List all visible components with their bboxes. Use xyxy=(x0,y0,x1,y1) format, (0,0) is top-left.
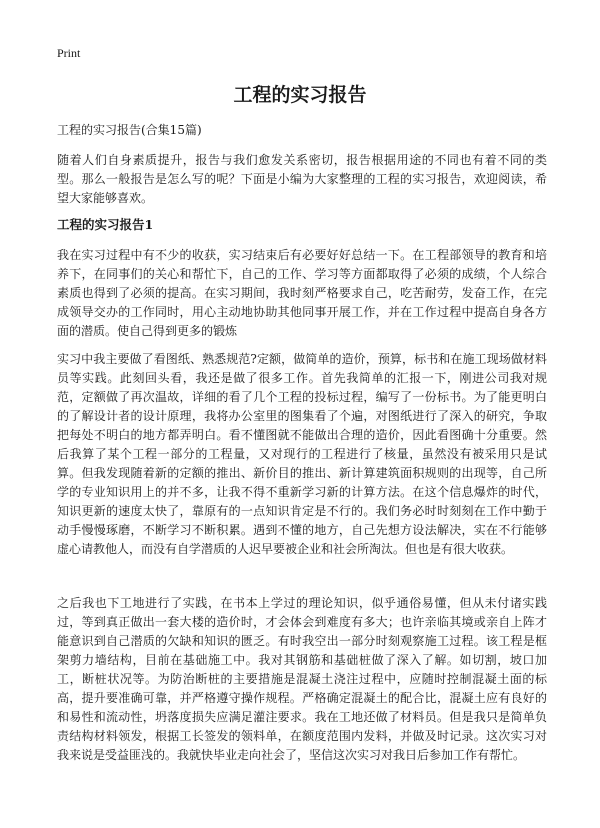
section-heading: 工程的实习报告1 xyxy=(57,217,154,232)
body-paragraph-2: 实习中我主要做了看图纸、熟悉规范?定额，做简单的造价，预算，标书和在施工现场做材料员等实践。此刻回头看，我还是做了很多工作。首先我简单的汇报一下，刚进公司我对规范，定额做了再次温故，详细的看了几个工程的投标过程，编写了一份标书。为了能更明白的了解设计者的设计原理，我将办公室里的图集看了个遍，对图纸进行了深入的研究，争取把每处不明白的地方都弄明白。看不懂图就不能做出合理的造价，因此看图确十分重要。然后我算了某个工程一部分的工程量，又对现行的工程进行了核量，虽然没有被采用只是试算。但我发现随着新的定额的推出、新价目的推出、新计算建筑面积规则的出现等，自己所学的专业知识用上的并不多，让我不得不重新学习新的计算方法。在这个信息爆炸的时代，知识更新的速度太快了，靠原有的一点知识肯定是不行的。我们务必时时刻刻在工作中勤于动手慢慢琢磨，不断学习不断积累。遇到不懂的地方，自己先想方设法解决，实在不行能够虚心请教他人，而没有自学潜质的人迟早要被企业和社会所淘汰。但也是有很大收获。 xyxy=(57,352,547,556)
body-paragraph-3: 之后我也下工地进行了实践，在书本上学过的理论知识，似乎通俗易懂，但从未付诸实践过，等到真正做出一套大楼的造价时，才会体会到难度有多大；也许亲临其境或亲自上阵才能意识到自己潜质的欠缺和知识的匮乏。有时我空出一部分时刻观察施工过程。该工程是框架剪力墙结构，目前在基础施工中。我对其钢筋和基础桩做了深入了解。如切割，坡口加工，断桩状况等。为防治断桩的主要措施是混凝土浇注过程中，应随时控制混凝土面的标高，提升要准确可靠，并严格遵守操作规程。严格确定混凝土的配合比，混凝土应有良好的和易性和流动性，坍落度损失应满足灌注要求。我在工地还做了材料员。但是我只是简单负责结构材料领发，根据工长签发的领料单，在额度范围内发料，并做及时记录。这次实习对我来说是受益匪浅的。我就快毕业走向社会了，坚信这次实习对我日后参加工作有帮忙。 xyxy=(57,596,547,762)
body-paragraph-1: 我在实习过程中有不少的收获，实习结束后有必要好好总结一下。在工程部领导的教育和培养下，在同事们的关心和帮忙下，自己的工作、学习等方面都取得了必须的成绩，个人综合素质也得到了必须的提高。在实习期间，我时刻严格要求自己，吃苦耐劳，发奋工作，在完成领导交办的工作同时，用心主动地协助其他同事开展工作，并在工作过程中提高自身各方面的潜质。使自己得到更多的锻炼 xyxy=(57,248,547,338)
print-link[interactable]: Print xyxy=(57,46,81,60)
intro-paragraph: 随着人们自身素质提升，报告与我们愈发关系密切，报告根据用途的不同也有着不同的类型。那么一般报告是怎么写的呢？下面是小编为大家整理的工程的实习报告，欢迎阅读，希望大家能够喜欢。 xyxy=(57,153,547,205)
page-title: 工程的实习报告 xyxy=(233,84,367,106)
document-subtitle: 工程的实习报告(合集15篇) xyxy=(57,123,202,137)
